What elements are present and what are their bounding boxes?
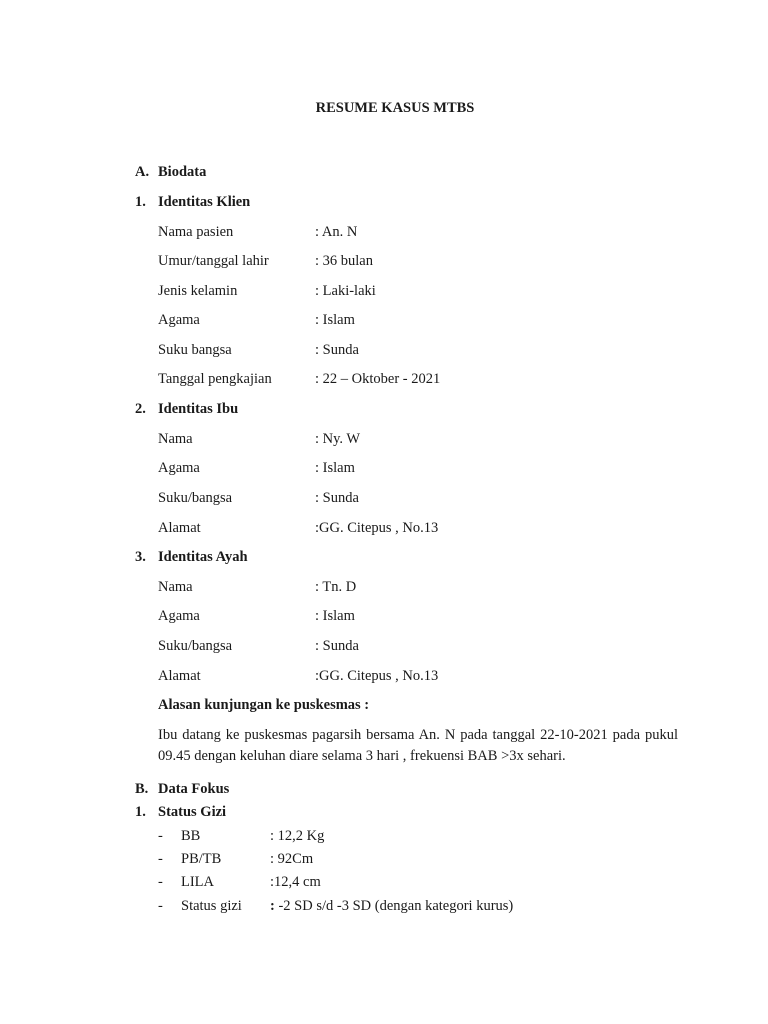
gizi-heading: Status Gizi [158, 804, 227, 820]
ibu-heading: Identitas Ibu [158, 401, 239, 417]
section-b-heading: Data Fokus [158, 781, 230, 797]
ibu-value: : Ny. W [315, 431, 361, 447]
section-a-number: A. [135, 164, 150, 180]
ayah-label: Nama [158, 579, 193, 595]
klien-value: : Islam [315, 312, 355, 328]
klien-value: : Laki-laki [315, 283, 376, 299]
gizi-label: LILA [181, 874, 215, 890]
gizi-value: :12,4 cm [270, 874, 321, 890]
ibu-label: Nama [158, 431, 193, 447]
alasan-heading: Alasan kunjungan ke puskesmas : [158, 697, 370, 713]
gizi-colon: : [270, 898, 275, 914]
gizi-label: PB/TB [181, 851, 222, 867]
klien-heading: Identitas Klien [158, 194, 251, 210]
ayah-label: Agama [158, 608, 200, 624]
ibu-value: : Islam [315, 460, 355, 476]
ibu-value: :GG. Citepus , No.13 [315, 520, 439, 536]
klien-number: 1. [135, 194, 146, 210]
ayah-number: 3. [135, 549, 146, 565]
klien-value: : An. N [315, 224, 358, 240]
alasan-paragraph: Ibu datang ke puskesmas pagarsih bersama An. N pada tanggal 22-10-2021 pada pukul 09.45 dengan keluhan diare selama 3 hari , frekuensi BAB >3x sehari. [158, 727, 678, 764]
klien-value: : Sunda [315, 342, 359, 358]
ibu-label: Alamat [158, 520, 201, 536]
gizi-value: : 12,2 Kg [270, 828, 325, 844]
ibu-number: 2. [135, 401, 146, 417]
gizi-label: Status gizi [181, 898, 242, 914]
section-b-number: B. [135, 781, 149, 797]
gizi-status-value [270, 897, 513, 915]
ayah-label: Suku/bangsa [158, 638, 233, 654]
ayah-heading: Identitas Ayah [158, 549, 248, 565]
klien-label: Jenis kelamin [158, 283, 238, 299]
ayah-value: : Sunda [315, 638, 359, 654]
ayah-label: Alamat [158, 668, 201, 684]
ayah-value: : Tn. D [315, 579, 357, 595]
klien-label: Agama [158, 312, 200, 328]
gizi-value: -2 SD s/d -3 SD (dengan kategori kurus) [274, 898, 514, 914]
ibu-value: : Sunda [315, 490, 359, 506]
gizi-bullet: - [158, 828, 163, 844]
klien-value: : 22 – Oktober - 2021 [315, 371, 441, 387]
document-title: RESUME KASUS MTBS [315, 100, 475, 116]
gizi-bullet: - [158, 898, 163, 914]
klien-label: Umur/tanggal lahir [158, 253, 269, 269]
gizi-value: : 92Cm [270, 851, 314, 867]
ibu-label: Agama [158, 460, 200, 476]
ayah-value: : Islam [315, 608, 355, 624]
gizi-bullet: - [158, 874, 163, 890]
gizi-number: 1. [135, 804, 146, 820]
klien-label: Tanggal pengkajian [158, 371, 272, 387]
gizi-label: BB [181, 828, 201, 844]
ayah-value: :GG. Citepus , No.13 [315, 668, 439, 684]
klien-label: Nama pasien [158, 224, 234, 240]
ibu-label: Suku/bangsa [158, 490, 233, 506]
gizi-bullet: - [158, 851, 163, 867]
section-a-heading: Biodata [158, 164, 207, 180]
klien-label: Suku bangsa [158, 342, 232, 358]
klien-value: : 36 bulan [315, 253, 373, 269]
